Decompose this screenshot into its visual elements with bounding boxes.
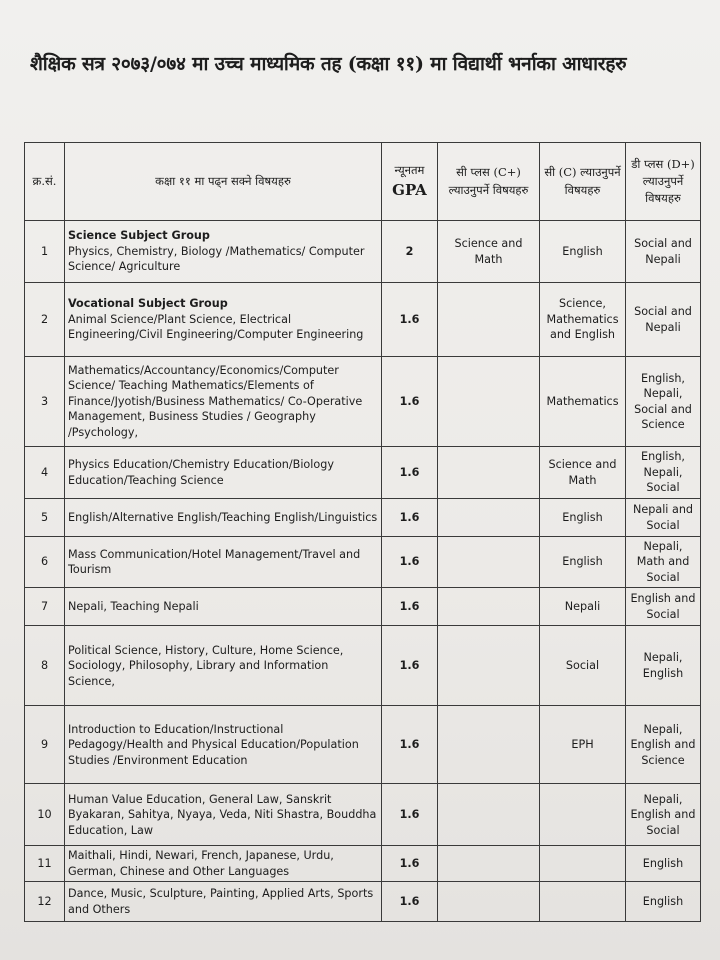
subject-list: Dance, Music, Sculpture, Painting, Applied Arts, Sports and Others (68, 887, 374, 916)
cell-c-subjects: Social (540, 626, 626, 706)
cell-subjects (65, 283, 382, 357)
table-row (25, 221, 701, 283)
cell-sn: 12 (25, 882, 65, 922)
cell-c-subjects: English (540, 499, 626, 537)
cell-subjects (65, 846, 382, 882)
subject-list: Maithali, Hindi, Newari, French, Japanese, Urdu, German, Chinese and Other Languages (68, 849, 334, 878)
cell-cplus-subjects (438, 706, 540, 784)
cell-sn: 3 (25, 357, 65, 447)
cell-dplus-subjects: English, Nepali, Social and Science (626, 357, 701, 447)
table-row (25, 283, 701, 357)
cell-cplus-subjects (438, 784, 540, 846)
cell-cplus-subjects: Science and Math (438, 221, 540, 283)
cell-dplus-subjects: Nepali, English (626, 626, 701, 706)
cell-min-gpa: 1.6 (382, 283, 438, 357)
cell-subjects (65, 221, 382, 283)
subject-list: Mass Communication/Hotel Management/Travel and Tourism (68, 547, 361, 577)
cell-c-subjects: English (540, 221, 626, 283)
cell-min-gpa: 1.6 (382, 784, 438, 846)
table-row (25, 784, 701, 846)
subject-list: Introduction to Education/Instructional Pedagogy/Health and Physical Education/Population Studies /Environment Education (68, 722, 359, 767)
cell-min-gpa: 1.6 (382, 447, 438, 499)
header-gpa-line1: न्यूनतम (394, 162, 425, 177)
header-gpa-line2: GPA (392, 180, 427, 199)
cell-cplus-subjects (438, 626, 540, 706)
cell-subjects (65, 499, 382, 537)
subject-group-title: Vocational Subject Group (68, 297, 228, 311)
cell-c-subjects: Science and Math (540, 447, 626, 499)
cell-cplus-subjects (438, 588, 540, 626)
cell-dplus-subjects: English, Nepali, Social (626, 447, 701, 499)
cell-cplus-subjects (438, 447, 540, 499)
cell-c-subjects (540, 784, 626, 846)
table-header-row (25, 143, 701, 221)
cell-c-subjects: Science, Mathematics and English (540, 283, 626, 357)
cell-sn: 4 (25, 447, 65, 499)
cell-subjects (65, 588, 382, 626)
cell-c-subjects: EPH (540, 706, 626, 784)
table-row (25, 357, 701, 447)
subject-list: Animal Science/Plant Science, Electrical Engineering/Civil Engineering/Computer Engineering (68, 312, 364, 342)
cell-sn: 2 (25, 283, 65, 357)
cell-subjects (65, 784, 382, 846)
table-row (25, 447, 701, 499)
cell-c-subjects: Mathematics (540, 357, 626, 447)
subject-list: Human Value Education, General Law, Sanskrit Byakaran, Sahitya, Nyaya, Veda, Niti Shastra, Bouddha Education, Law (68, 792, 377, 837)
table-row (25, 588, 701, 626)
cell-subjects (65, 626, 382, 706)
table-row (25, 499, 701, 537)
subject-group-title: Science Subject Group (68, 229, 210, 243)
cell-dplus-subjects: Social and Nepali (626, 283, 701, 357)
cell-cplus-subjects (438, 283, 540, 357)
cell-dplus-subjects: Nepali, English and Social (626, 784, 701, 846)
header-sn: क्र.सं. (25, 143, 65, 221)
table-row (25, 846, 701, 882)
cell-dplus-subjects: Nepali, Math and Social (626, 537, 701, 588)
subject-list: Physics Education/Chemistry Education/Biology Education/Teaching Science (68, 458, 334, 487)
cell-min-gpa: 1.6 (382, 882, 438, 922)
table-row (25, 537, 701, 588)
header-subjects: कक्षा ११ मा पढ्न सक्ने विषयहरु (65, 143, 382, 221)
cell-subjects (65, 357, 382, 447)
cell-min-gpa: 1.6 (382, 537, 438, 588)
cell-sn: 6 (25, 537, 65, 588)
subject-list: Nepali, Teaching Nepali (68, 600, 199, 614)
table-row (25, 882, 701, 922)
cell-cplus-subjects (438, 357, 540, 447)
cell-dplus-subjects: English and Social (626, 588, 701, 626)
cell-c-subjects: English (540, 537, 626, 588)
subject-list: Mathematics/Accountancy/Economics/Computer Science/ Teaching Mathematics/Elements of Finance/Jyotish/Business Mathematics/ Co-Operative Management, Business Studies / Geography /Psychology, (68, 363, 363, 439)
cell-min-gpa: 1.6 (382, 357, 438, 447)
subject-list: Political Science, History, Culture, Home Science, Sociology, Philosophy, Library and Information Science, (68, 643, 344, 688)
cell-min-gpa: 1.6 (382, 588, 438, 626)
header-dplus: डी प्लस (D+) ल्याउनुपर्ने विषयहरु (626, 143, 701, 221)
document-title: शैक्षिक सत्र २०७३/०७४ मा उच्च माध्यमिक तह (कक्षा ११) मा विद्यार्थी भर्नाका आधारहरु (30, 53, 627, 75)
cell-min-gpa: 1.6 (382, 846, 438, 882)
cell-sn: 10 (25, 784, 65, 846)
cell-dplus-subjects: Social and Nepali (626, 221, 701, 283)
table-row (25, 706, 701, 784)
cell-dplus-subjects: English (626, 882, 701, 922)
cell-subjects (65, 447, 382, 499)
cell-sn: 7 (25, 588, 65, 626)
cell-cplus-subjects (438, 846, 540, 882)
cell-sn: 8 (25, 626, 65, 706)
subject-list: Physics, Chemistry, Biology /Mathematics/ Computer Science/ Agriculture (68, 244, 365, 274)
cell-sn: 5 (25, 499, 65, 537)
header-gpa (382, 143, 438, 221)
cell-c-subjects (540, 882, 626, 922)
cell-dplus-subjects: Nepali and Social (626, 499, 701, 537)
cell-cplus-subjects (438, 882, 540, 922)
subject-list: English/Alternative English/Teaching English/Linguistics (68, 510, 378, 524)
admission-criteria-table (24, 142, 701, 922)
cell-cplus-subjects (438, 537, 540, 588)
cell-subjects (65, 537, 382, 588)
cell-min-gpa: 1.6 (382, 706, 438, 784)
header-cplus: सी प्लस (C+) ल्याउनुपर्ने विषयहरु (438, 143, 540, 221)
cell-sn: 11 (25, 846, 65, 882)
cell-dplus-subjects: English (626, 846, 701, 882)
cell-min-gpa: 1.6 (382, 626, 438, 706)
cell-subjects (65, 706, 382, 784)
cell-subjects (65, 882, 382, 922)
cell-min-gpa: 2 (382, 221, 438, 283)
table-row (25, 626, 701, 706)
cell-sn: 9 (25, 706, 65, 784)
cell-min-gpa: 1.6 (382, 499, 438, 537)
cell-cplus-subjects (438, 499, 540, 537)
cell-sn: 1 (25, 221, 65, 283)
cell-dplus-subjects: Nepali, English and Science (626, 706, 701, 784)
cell-c-subjects (540, 846, 626, 882)
cell-c-subjects: Nepali (540, 588, 626, 626)
header-c: सी (C) ल्याउनुपर्ने विषयहरु (540, 143, 626, 221)
